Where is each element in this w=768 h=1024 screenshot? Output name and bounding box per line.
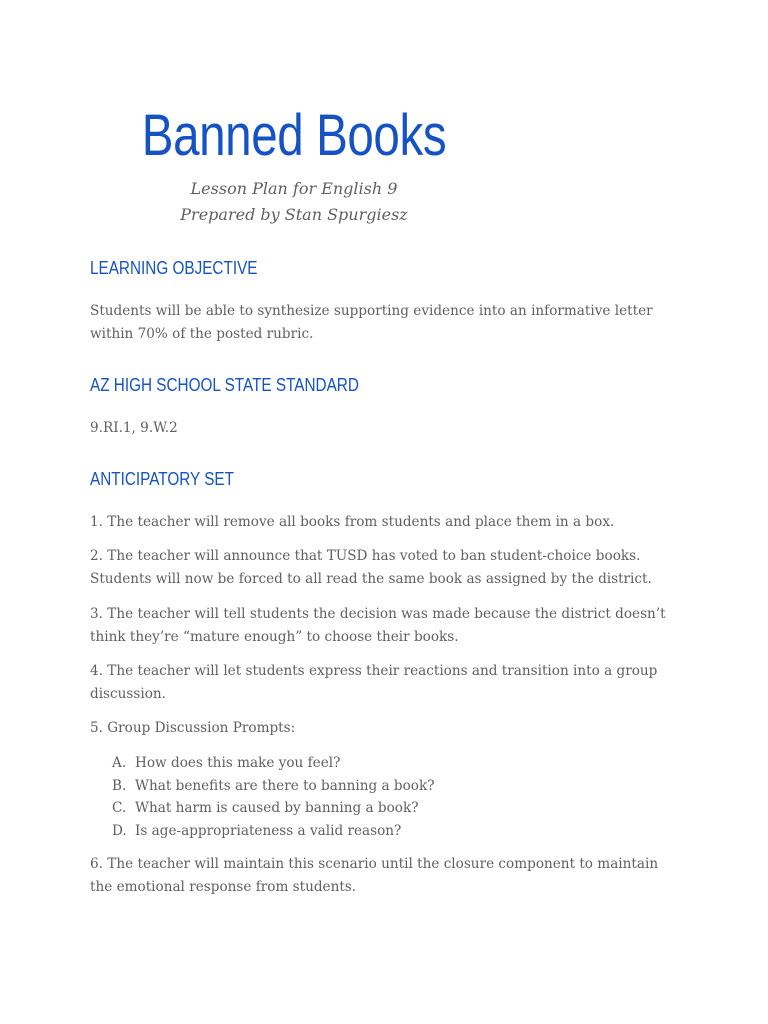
anticipatory-step-2: 2. The teacher will announce that TUSD has voted to ban student-choice books. Students will now be forced to all read the same book as assigned by the district.: [90, 548, 652, 587]
prompt-text: What harm is caused by banning a book?: [135, 800, 419, 816]
heading-anticipatory-set: ANTICIPATORY SET: [90, 469, 234, 489]
anticipatory-step-3: 3. The teacher will tell students the decision was made because the district doesn’t think they’re “mature enough” to choose their books.: [90, 606, 666, 645]
anticipatory-step-1: 1. The teacher will remove all books from students and place them in a box.: [90, 514, 615, 530]
anticipatory-step-6: 6. The teacher will maintain this scenario until the closure component to maintain the emotional response from students.: [90, 856, 659, 895]
list-item: [90, 820, 680, 843]
list-item: [90, 775, 680, 798]
document-subtitle-author: Prepared by Stan Spurgiesz: [180, 205, 408, 224]
list-marker: A.: [112, 755, 127, 771]
list-item: [90, 797, 680, 820]
anticipatory-step-4: 4. The teacher will let students express their reactions and transition into a group discussion.: [90, 663, 658, 702]
learning-objective-text: Students will be able to synthesize supporting evidence into an informative letter within 70% of the posted rubric.: [90, 303, 653, 342]
prompt-text: How does this make you feel?: [135, 755, 341, 771]
list-item: [90, 752, 680, 775]
list-marker: D.: [112, 822, 127, 839]
document-title: Banned Books: [141, 103, 447, 168]
list-marker: C.: [112, 800, 127, 816]
document-subtitle-course: Lesson Plan for English 9: [190, 179, 398, 198]
state-standard-text: 9.RI.1, 9.W.2: [90, 420, 178, 436]
anticipatory-step-5: 5. Group Discussion Prompts:: [90, 720, 296, 736]
heading-learning-objective: LEARNING OBJECTIVE: [90, 258, 258, 278]
prompt-text: Is age-appropriateness a valid reason?: [135, 822, 402, 839]
list-marker: B.: [112, 777, 127, 794]
heading-state-standard: AZ HIGH SCHOOL STATE STANDARD: [90, 375, 359, 395]
discussion-prompts-list: [90, 752, 680, 842]
prompt-text: What benefits are there to banning a book?: [135, 777, 435, 794]
